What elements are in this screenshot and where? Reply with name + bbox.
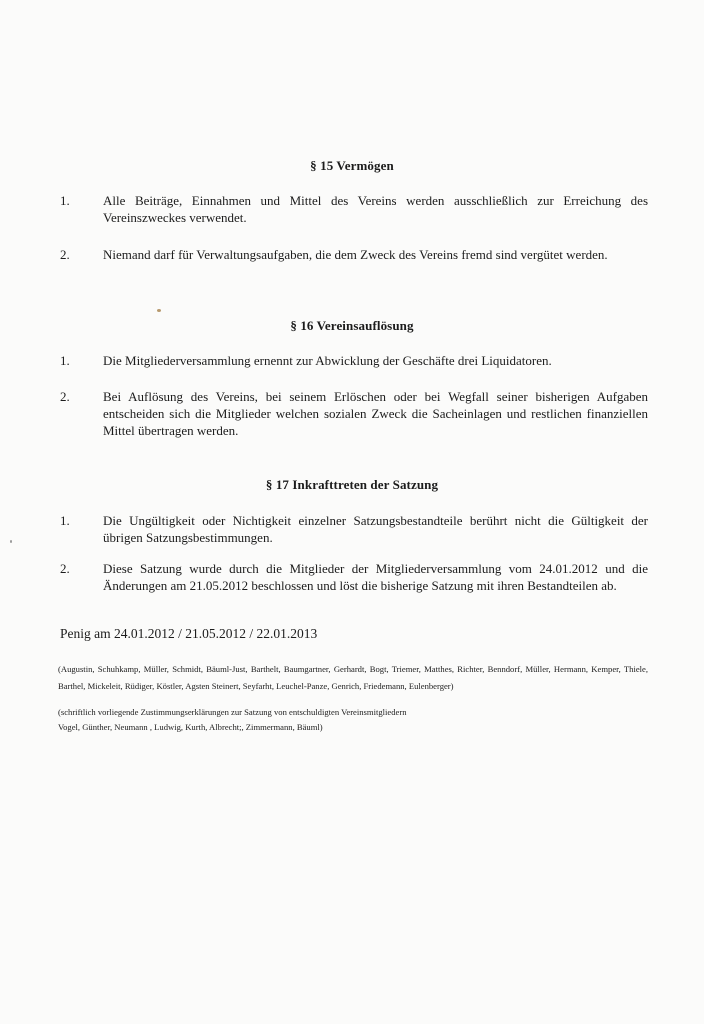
item-text: Die Mitgliederversammlung ernennt zur Abwicklung der Geschäfte drei Liquidatoren.: [103, 353, 552, 368]
section-16-item-1: [60, 352, 648, 369]
item-text: Bei Auflösung des Vereins, bei seinem Erlöschen oder bei Wegfall seiner bisherigen Aufgaben entscheiden sich die Mitglieder welchen sozialen Zweck die Sacheinlagen und restlichen finanziellen Mittel übertragen werden.: [103, 389, 648, 438]
section-17-heading: § 17 Inkrafttreten der Satzung: [265, 477, 439, 492]
section-15-heading: § 15 Vermögen: [310, 158, 394, 173]
scan-speck: [157, 309, 161, 312]
section-15-item-1: [60, 192, 648, 226]
item-text: Niemand darf für Verwaltungsaufgaben, die dem Zweck des Vereins fremd sind vergütet werden.: [103, 247, 608, 262]
item-number: 1.: [60, 193, 70, 208]
section-16-heading: § 16 Vereinsauflösung: [290, 318, 414, 333]
section-16-item-2: [60, 388, 648, 439]
item-number: 2.: [60, 247, 70, 262]
item-number: 1.: [60, 513, 70, 528]
scan-speck: [10, 540, 12, 543]
item-text: Alle Beiträge, Einnahmen und Mittel des Vereins werden ausschließlich zur Erreichung des Vereinszweckes verwendet.: [103, 193, 648, 225]
written-consents-intro: (schriftlich vorliegende Zustimmungserklärungen zur Satzung von entschuldigten Vereinsmitgliedern: [58, 707, 407, 717]
written-consents-names: Vogel, Günther, Neumann , Ludwig, Kurth, Albrecht;, Zimmermann, Bäuml): [58, 722, 323, 732]
item-number: 1.: [60, 353, 70, 368]
item-number: 2.: [60, 561, 70, 576]
section-17-item-1: [60, 512, 648, 546]
section-15-item-2: [60, 246, 648, 263]
place-date: Penig am 24.01.2012 / 21.05.2012 / 22.01.2013: [60, 626, 318, 641]
item-number: 2.: [60, 389, 70, 404]
item-text: Die Ungültigkeit oder Nichtigkeit einzelner Satzungsbestandteile berührt nicht die Gültigkeit der übrigen Satzungsbestimmungen.: [103, 513, 648, 545]
section-17-item-2: [60, 560, 648, 594]
signatories-list: (Augustin, Schuhkamp, Müller, Schmidt, Bäuml-Just, Barthelt, Baumgartner, Gerhardt, Bogt, Triemer, Matthes, Richter, Benndorf, Müller, Hermann, Kemper, Thiele, Barthel, Mickeleit, Rüdiger, Köstler, Agsten Steinert, Seyfarht, Leuchel-Panze, Genrich, Friedemann, Eulenberger): [58, 664, 648, 691]
item-text: Diese Satzung wurde durch die Mitglieder der Mitgliederversammlung vom 24.01.2012 und die Änderungen am 21.05.2012 beschlossen und löst die bisherige Satzung mit ihren Bestandteilen ab.: [103, 561, 648, 593]
